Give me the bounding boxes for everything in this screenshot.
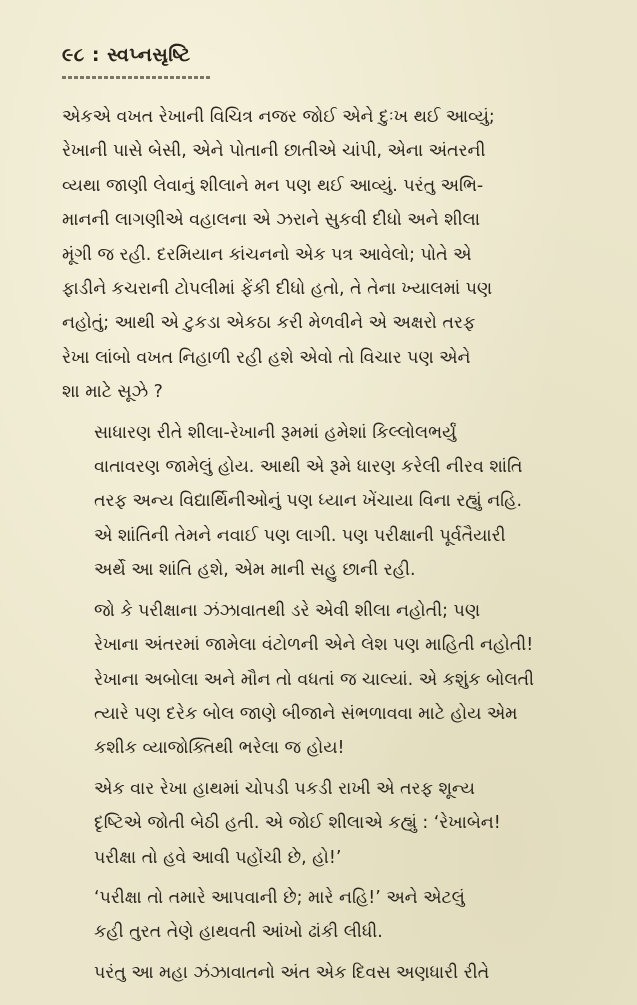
text-line: ફાડીને કચરાની ટોપલીમાં ફેંકી દીધો હતો, તે તેના ખ્યાલમાં પણ (62, 279, 493, 300)
paragraph (62, 772, 602, 875)
header-separator: : (91, 44, 100, 66)
text-line: વ્યથા જાણી લેવાનું શીલાને મન પણ થઈ આવ્યું. પરંતુ અભિ- (62, 175, 484, 196)
book-title: સ્વપ્નસૃષ્ટિ (107, 44, 191, 66)
text-line: વાતાવરણ જામેલું હોય. આથી એ રૂમે ધારણ કરેલી નીરવ શાંતિ (94, 457, 523, 478)
text-line: ત્યારે પણ દરેક બોલ જાણે બીજાને સંભળાવવા માટે હોય એમ (94, 703, 518, 724)
body-text (62, 100, 602, 996)
text-line: માનની લાગણીએ વહાલના એ ઝરાને સુકવી દીધો અને શીલા (62, 210, 480, 231)
text-line: શા માટે સૂઝે ? (62, 382, 163, 403)
text-line: દૃષ્ટિએ જોતી બેઠી હતી. એ જોઈ શીલાએ કહ્યું : ‘રેખાબેન! (94, 813, 501, 834)
text-line: પરંતુ આ મહા ઝંઝાવાતનો અંત એક દિવસ અણધારી રીતે (94, 962, 490, 983)
paragraph (62, 416, 602, 588)
text-line: કહી તુરત તેણે હાથવતી આંખો ઢાંકી લીધી. (94, 922, 383, 943)
text-line: પરીક્ષા તો હવે આવી પહોંચી છે, હો!’ (94, 847, 342, 868)
text-line: એ શાંતિની તેમને નવાઈ પણ લાગી. પણ પરીક્ષાની પૂર્વતૈયારી (94, 525, 506, 546)
text-line: જો કે પરીક્ષાના ઝંઝાવાતથી ડરે એવી શીલા નહોતી; પણ (94, 600, 481, 621)
text-line: રેખાની પાસે બેસી, એને પોતાની છાતીએ ચાંપી, એના અંતરની (62, 141, 486, 162)
text-line: સાધારણ રીતે શીલા-રેખાની રૂમમાં હમેશાં કિલ્લોલભર્યું (94, 422, 457, 443)
text-line: ‘પરીક્ષા તો તમારે આપવાની છે; મારે નહિ!’ અને એટલું (94, 887, 465, 908)
text-line: રેખાના અંતરમાં જામેલા વંટોળની એને લેશ પણ માહિતી નહોતી! (94, 635, 534, 656)
header-underline (62, 76, 210, 79)
paragraph (62, 956, 602, 990)
text-line: રેખા લાંબો વખત નિહાળી રહી હશે એવો તો વિચાર પણ એને (62, 347, 471, 368)
page-number: ૯૮ (62, 44, 85, 66)
running-head (62, 44, 191, 66)
text-line: એકએ વખત રેખાની વિચિત્ર નજર જોઈ એને દુઃખ થઈ આવ્યું; (62, 107, 495, 127)
text-line: મૂંગી જ રહી. દરમિયાન કાંચનનો એક પત્ર આવેલો; પોતે એ (62, 244, 472, 265)
text-line: નહોતું; આથી એ ટુકડા એકઠા કરી મેળવીને એ અક્ષરો તરફ (62, 313, 476, 334)
paragraph (62, 594, 602, 766)
text-line: કશીક વ્યાજોક્તિથી ભરેલા જ હોય! (94, 738, 345, 759)
text-line: તરફ અન્ય વિદ્યાર્થિનીઓનું પણ ધ્યાન ખેંચાયા વિના રહ્યું નહિ. (94, 491, 522, 512)
text-line: રેખાના અબોલા અને મૌન તો વધતાં જ ચાલ્યાં. એ કશુંક બોલતી (94, 669, 535, 690)
text-line: એક વાર રેખા હાથમાં ચોપડી પકડી રાખી એ તરફ શૂન્ય (94, 778, 475, 799)
text-line: અર્થે આ શાંતિ હશે, એમ માની સહુ છાની રહી. (94, 560, 416, 581)
paragraph (62, 881, 602, 950)
paragraph (62, 100, 602, 410)
